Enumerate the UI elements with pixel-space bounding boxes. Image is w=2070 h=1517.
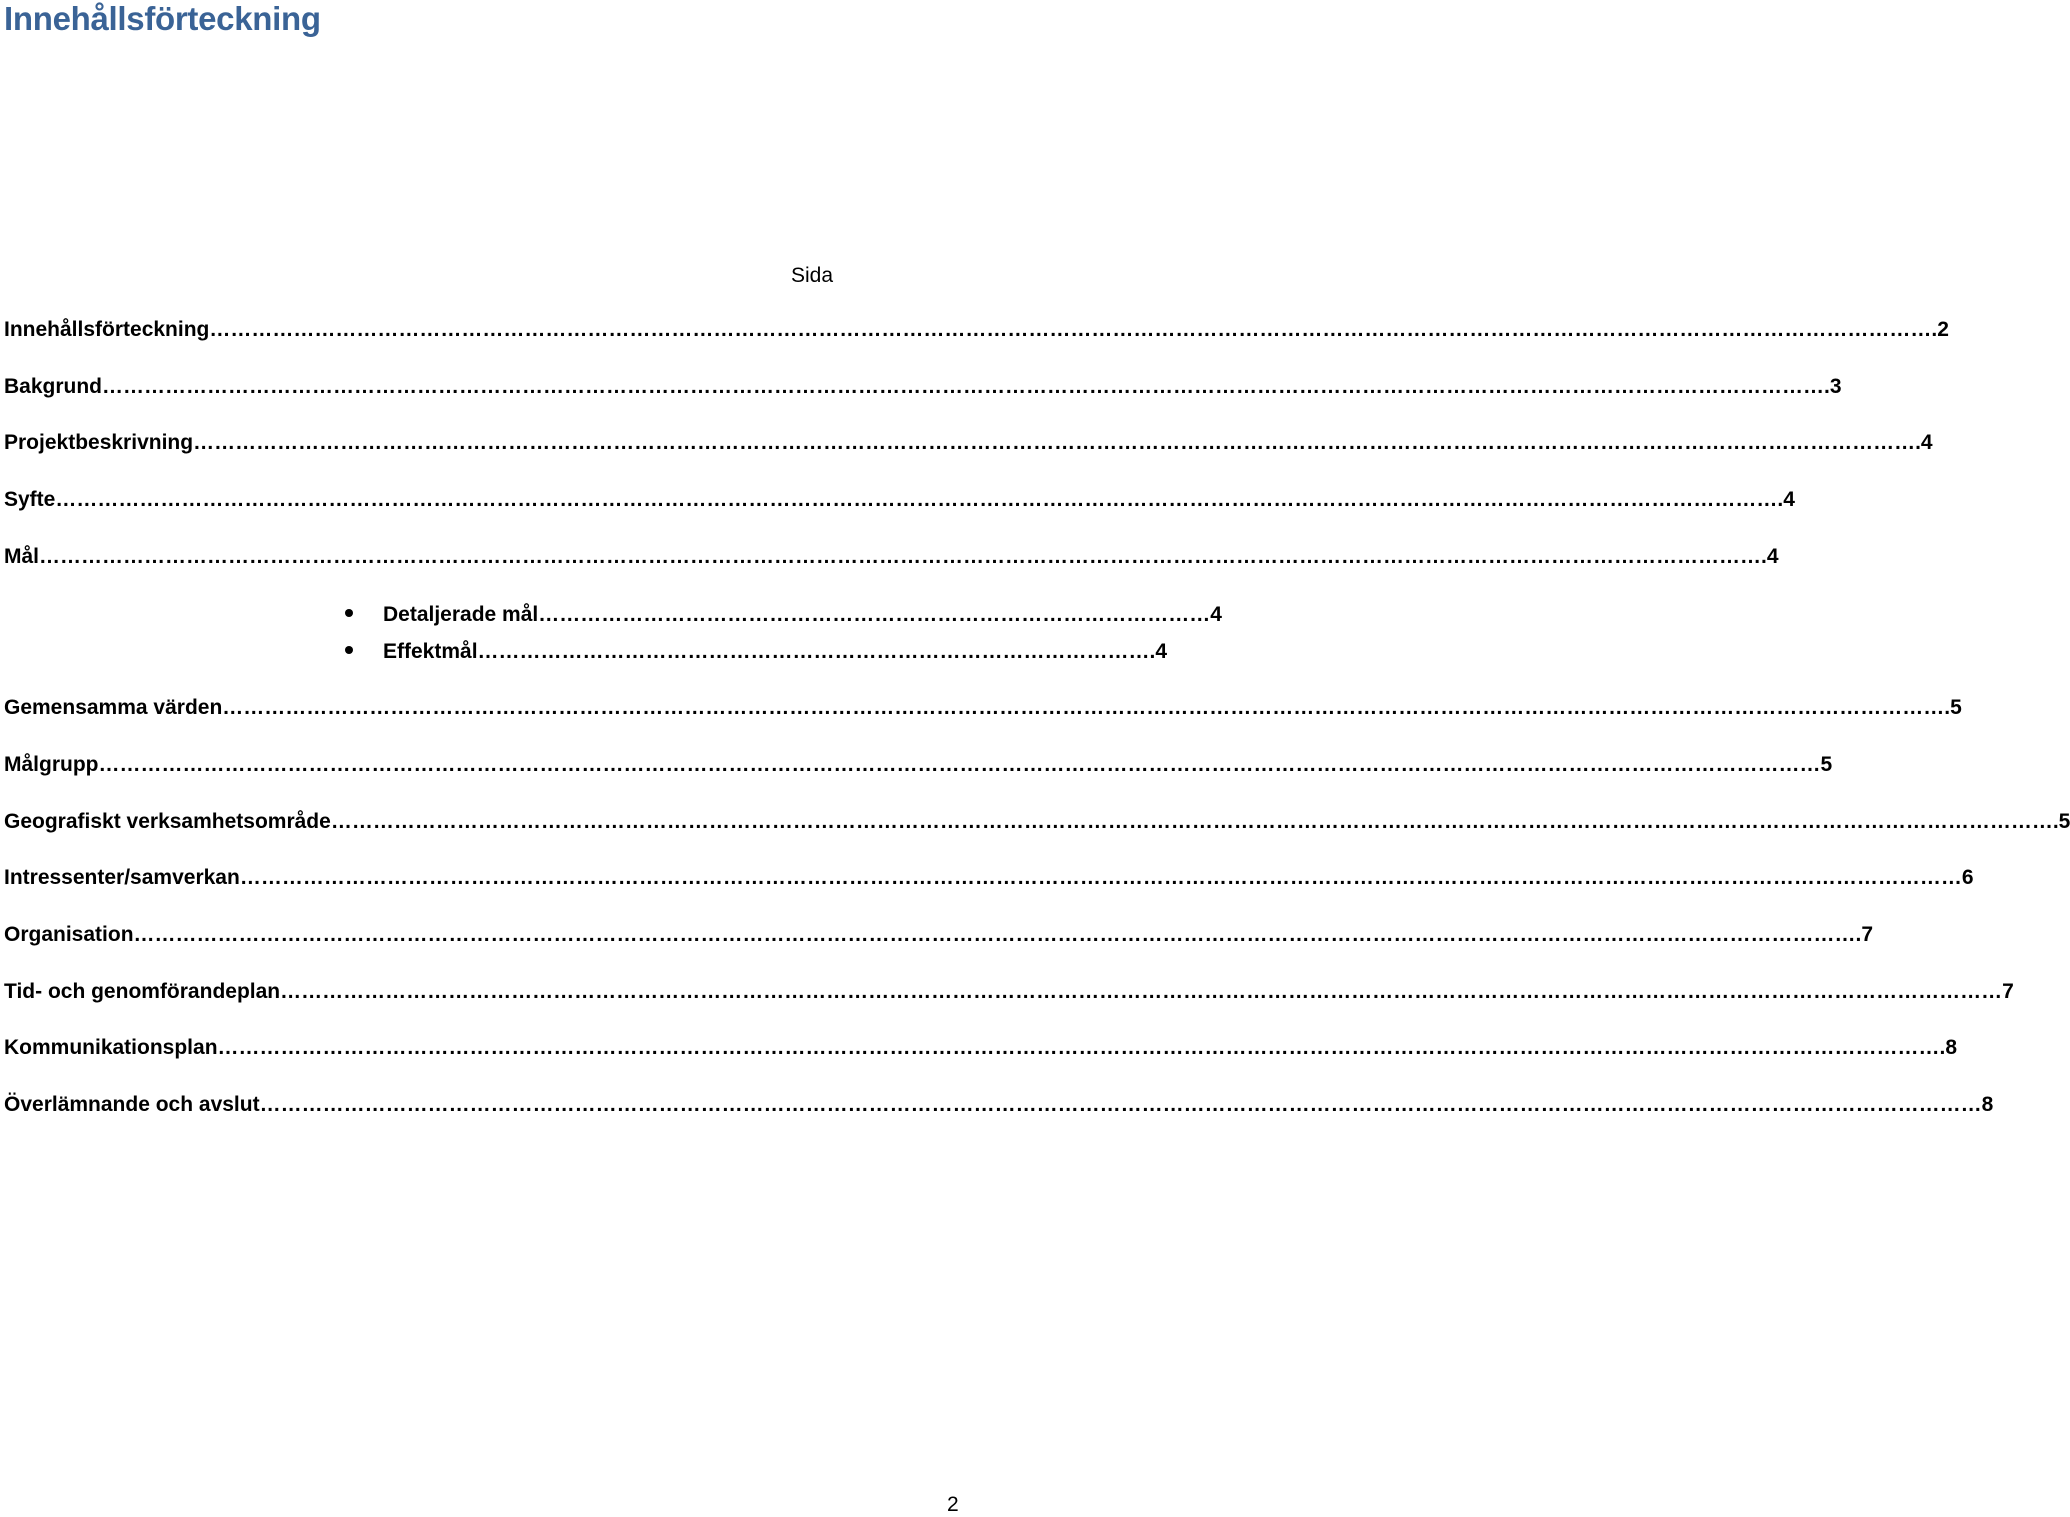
toc-entry-label: Kommunikationsplan (4, 1036, 218, 1059)
toc-entry-kommunikationsplan[interactable] (4, 1036, 1958, 1066)
toc-subentry-detaljerade-mal[interactable] (345, 603, 1222, 633)
toc-subentry-label: Effektmål (383, 640, 478, 663)
toc-entry-projektbeskrivning[interactable] (4, 431, 1933, 461)
toc-entry-label: Projektbeskrivning (4, 431, 194, 454)
toc-entry-label: Intressenter/samverkan (4, 866, 240, 889)
toc-entry-page-number: .5 (1944, 696, 1962, 719)
page-title: Innehållsförteckning (4, 0, 321, 37)
dot-leader (39, 545, 1761, 569)
toc-entry-page-number: 5 (1820, 753, 1833, 776)
toc-entry-page-number: .2 (1931, 318, 1949, 341)
dot-leader (134, 923, 1856, 947)
toc-entry-overlamnande-och-avslut[interactable] (4, 1093, 1994, 1123)
toc-entry-label: Organisation (4, 923, 134, 946)
toc-entry-mal[interactable] (4, 545, 1779, 575)
toc-subentry-label: Detaljerade mål (383, 603, 539, 626)
dot-leader (331, 810, 2053, 834)
toc-entry-syfte[interactable] (4, 488, 1795, 518)
toc-entry-label: Tid- och genomförandeplan (4, 980, 281, 1003)
toc-entry-label: Innehållsförteckning (4, 318, 210, 341)
toc-entry-page-number: 6 (1961, 866, 1974, 889)
dot-leader (193, 431, 1915, 455)
dot-leader: …………………………………………………………………………………… (538, 603, 1211, 626)
toc-entry-geografiskt-verksamhetsomrade[interactable] (4, 810, 2070, 840)
toc-entry-page-number: .7 (1855, 923, 1874, 946)
dot-leader (55, 488, 1777, 512)
dot-leader (260, 1093, 1982, 1117)
toc-subentry-page-number: .4 (1149, 640, 1168, 663)
toc-entry-label: Bakgrund (4, 375, 103, 398)
toc-subentry-effektmal[interactable] (345, 640, 1168, 670)
toc-entry-label: Målgrupp (4, 753, 99, 776)
toc-entry-label: Överlämnande och avslut (4, 1093, 260, 1116)
toc-entry-tid-och-genomforandeplan[interactable] (4, 980, 2014, 1010)
toc-entry-bakgrund[interactable] (4, 375, 1842, 405)
dot-leader (218, 1036, 1940, 1060)
toc-entry-malgrupp[interactable] (4, 753, 1833, 783)
toc-entry-page-number: .4 (1761, 545, 1779, 568)
toc-entry-page-number: .3 (1824, 375, 1842, 398)
bullet-icon (345, 646, 353, 654)
dot-leader: …………………………………………………………………………………… (477, 640, 1150, 663)
page-column-label: Sida (791, 264, 834, 287)
dot-leader (240, 866, 1962, 890)
toc-entry-label: Syfte (4, 488, 56, 511)
toc-entry-intressenter-samverkan[interactable] (4, 866, 1974, 896)
toc-entry-page-number: .4 (1777, 488, 1795, 511)
toc-entry-page-number: .8 (1939, 1036, 1958, 1059)
bullet-icon (345, 609, 353, 617)
toc-entry-label: Mål (4, 545, 40, 568)
dot-leader (99, 753, 1821, 777)
toc-entry-innehallsforteckning[interactable] (4, 318, 1949, 348)
toc-subentry-page-number: 4 (1210, 603, 1222, 626)
page-number: 2 (947, 1493, 959, 1516)
dot-leader (209, 318, 1931, 342)
dot-leader (222, 696, 1944, 720)
toc-entry-label: Geografiskt verksamhetsområde (4, 810, 331, 833)
toc-entry-organisation[interactable] (4, 923, 1874, 953)
toc-entry-gemensamma-varden[interactable] (4, 696, 1962, 726)
toc-entry-page-number: 8 (1981, 1093, 1994, 1116)
toc-entry-page-number: .5 (2052, 810, 2070, 833)
toc-entry-label: Gemensamma värden (4, 696, 223, 719)
dot-leader (280, 980, 2002, 1004)
dot-leader (102, 375, 1824, 399)
toc-entry-page-number: .4 (1915, 431, 1933, 454)
toc-entry-page-number: 7 (2002, 980, 2014, 1003)
